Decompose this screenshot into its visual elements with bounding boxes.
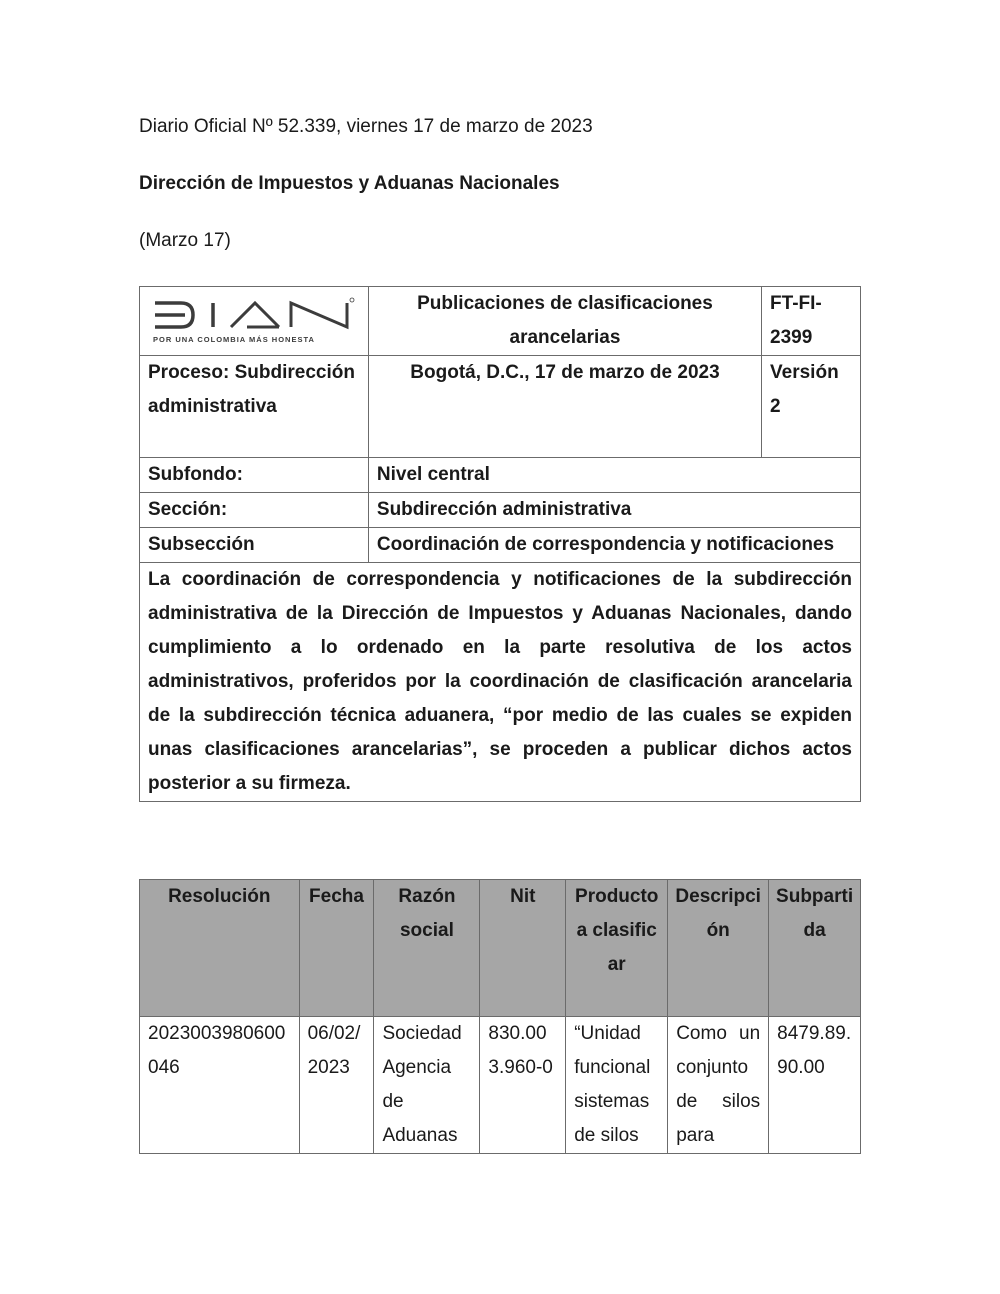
- cell-resolucion: 2023003980600046: [140, 1017, 300, 1154]
- logo-tagline: POR UNA COLOMBIA MÁS HONESTA: [153, 335, 316, 344]
- form-title: Publicaciones de clasificaciones arancelarias: [368, 287, 761, 356]
- notice-paragraph: La coordinación de correspondencia y notificaciones de la subdirección administrativa de la Dirección de Impuestos y Aduanas Nacionales, dando cumplimiento a lo ordenado en la parte resolutiva de los actos administrativos, proferidos por la coordinación de clasificación arancelaria de la subdirección técnica aduanera, “por medio de las cuales se expiden unas clasificaciones arancelarias”, se proceden a publicar dichos actos posterior a su firmeza.: [140, 563, 861, 802]
- date-line: (Marzo 17): [139, 230, 231, 251]
- logo-cell: [140, 287, 369, 356]
- col-header-subpartida: Subpartida: [769, 880, 861, 1017]
- city-date-cell: Bogotá, D.C., 17 de marzo de 2023: [368, 356, 761, 458]
- subseccion-value: Coordinación de correspondencia y notificaciones: [368, 528, 860, 563]
- diario-oficial-line: Diario Oficial Nº 52.339, viernes 17 de marzo de 2023: [139, 116, 593, 137]
- col-header-descripcion: Descripción: [668, 880, 769, 1017]
- cell-nit: 830.003.960-0: [480, 1017, 566, 1154]
- seccion-label: Sección:: [140, 493, 369, 528]
- col-header-producto: Producto a clasificar: [566, 880, 668, 1017]
- proceso-cell: Proceso: Subdirección administrativa: [140, 356, 369, 458]
- col-header-resolucion: Resolución: [140, 880, 300, 1017]
- col-header-fecha: Fecha: [299, 880, 374, 1017]
- subfondo-value: Nivel central: [368, 458, 860, 493]
- cell-producto: “Unidad funcional sistemas de silos: [566, 1017, 668, 1154]
- cell-fecha: 06/02/2023: [299, 1017, 374, 1154]
- col-header-nit: Nit: [480, 880, 566, 1017]
- cell-subpartida: 8479.89.90.00: [769, 1017, 861, 1154]
- form-header-table: [139, 286, 861, 802]
- subfondo-label: Subfondo:: [140, 458, 369, 493]
- cell-razon-social: Sociedad Agencia de Aduanas: [374, 1017, 480, 1154]
- classifications-table: [139, 879, 861, 1154]
- col-header-razon-social: Razón social: [374, 880, 480, 1017]
- dian-logo: [151, 295, 356, 347]
- seccion-value: Subdirección administrativa: [368, 493, 860, 528]
- subseccion-label: Subsección: [140, 528, 369, 563]
- table-row: [140, 1017, 861, 1154]
- entity-title: Dirección de Impuestos y Aduanas Nacionales: [139, 173, 560, 194]
- cell-descripcion: Como un conjunto de silos para: [668, 1017, 769, 1154]
- table-header-row: [140, 880, 861, 1017]
- version-cell: Versión 2: [762, 356, 861, 458]
- form-code: FT-FI-2399: [762, 287, 861, 356]
